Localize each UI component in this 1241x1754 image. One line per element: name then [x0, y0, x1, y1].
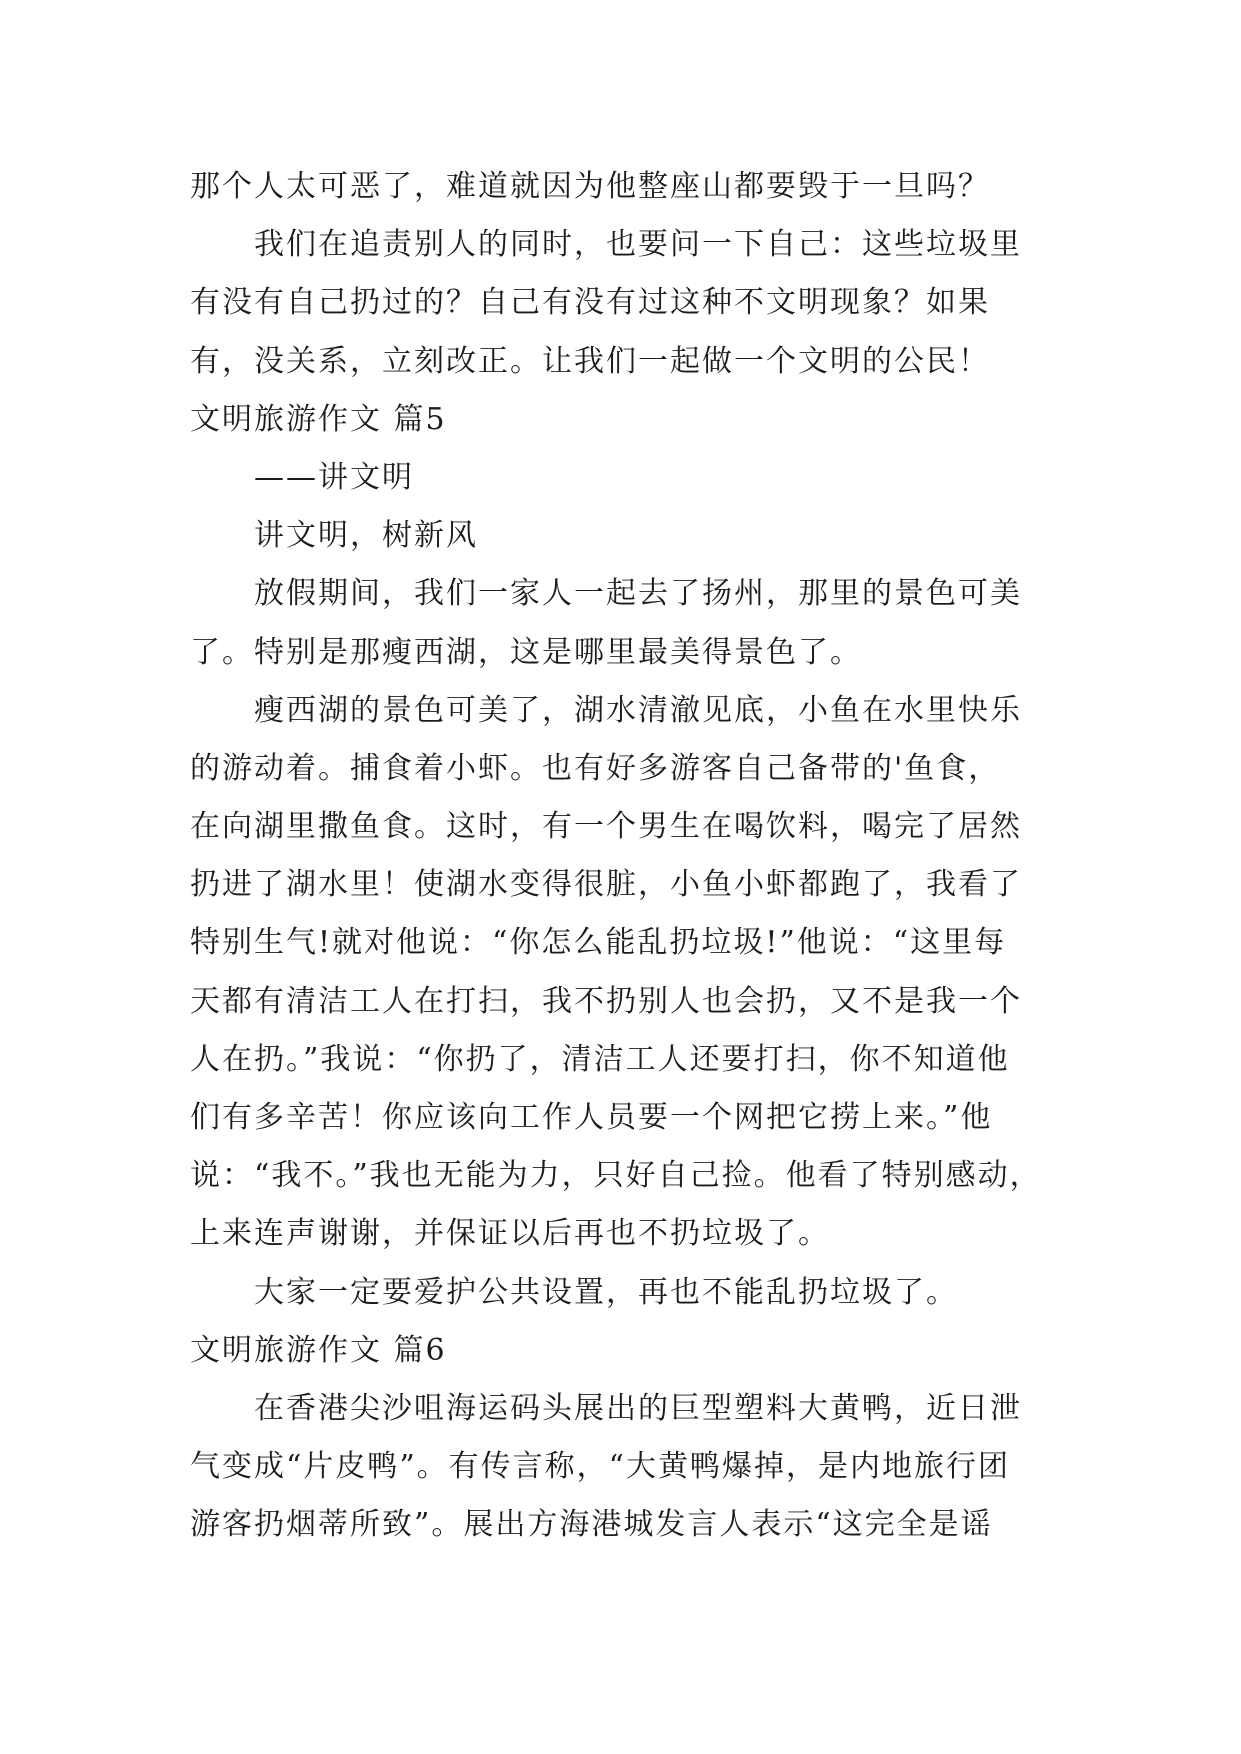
text-line: 天都有清洁工人在打扫，我不扔别人也会扔，又不是我一个 [190, 983, 1022, 1019]
text-line: 大家一定要爱护公共设置，再也不能乱扔垃圾了。 [254, 1274, 958, 1310]
text-line: 说：“我不。”我也无能为力，只好自己捡。他看了特别感动， [190, 1158, 1042, 1194]
text-line: 放假期间，我们一家人一起去了扬州，那里的景色可美 [254, 576, 1022, 612]
text-line: 特别生气!就对他说：“你怎么能乱扔垃圾!”他说：“这里每 [190, 925, 1007, 961]
text-line: 有，没关系，立刻改正。让我们一起做一个文明的公民！ [190, 343, 990, 379]
section-heading: 文明旅游作文 篇5 [190, 401, 447, 437]
text-line: 我们在追责别人的同时，也要问一下自己：这些垃圾里 [254, 227, 1022, 263]
text-line: 扔进了湖水里！使湖水变得很脏，小鱼小虾都跑了，我看了 [190, 867, 1022, 903]
text-line: 在香港尖沙咀海运码头展出的巨型塑料大黄鸭，近日泄 [254, 1390, 1022, 1426]
text-line: 瘦西湖的景色可美了，湖水清澈见底，小鱼在水里快乐 [254, 692, 1022, 728]
text-line: 有没有自己扔过的？自己有没有过这种不文明现象？如果 [190, 285, 990, 321]
text-line: 们有多辛苦！你应该向工作人员要一个网把它捞上来。”他 [190, 1100, 993, 1135]
section-heading: 文明旅游作文 篇6 [190, 1332, 447, 1368]
text-line: 游客扔烟蒂所致”。展出方海港城发言人表示“这完全是谣 [190, 1507, 993, 1543]
text-line: 气变成“片皮鸭”。有传言称，“大黄鸭爆掉，是内地旅行团 [190, 1449, 1011, 1485]
text-line: 上来连声谢谢，并保证以后再也不扔垃圾了。 [190, 1216, 830, 1252]
essay-body [190, 158, 1060, 1555]
text-line: 的游动着。捕食着小虾。也有好多游客自己备带的'鱼食， [190, 750, 1001, 786]
text-line: 人在扔。”我说：“你扔了，清洁工人还要打扫，你不知道他 [190, 1041, 1010, 1077]
essay-subtitle: ——讲文明 [254, 459, 414, 495]
text-line: 在向湖里撒鱼食。这时，有一个男生在喝饮料，喝完了居然 [190, 809, 1022, 845]
text-line: 了。特别是那瘦西湖，这是哪里最美得景色了。 [190, 634, 862, 670]
essay-title: 讲文明，树新风 [254, 518, 478, 554]
text-line: 那个人太可恶了，难道就因为他整座山都要毁于一旦吗？ [190, 169, 990, 204]
